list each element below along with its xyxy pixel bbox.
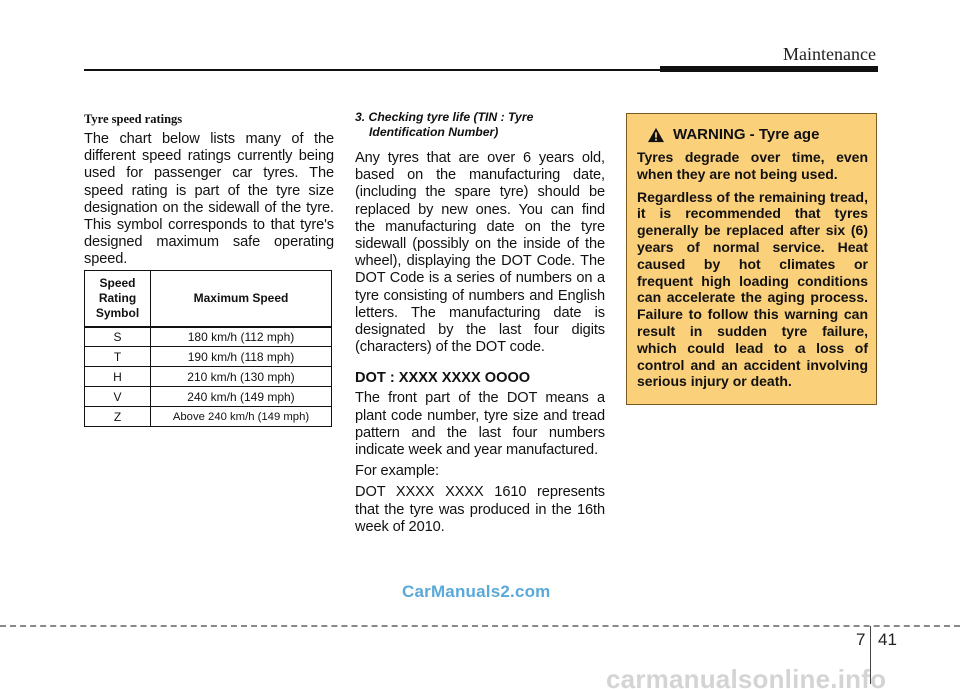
cell-symbol: T — [85, 347, 151, 367]
cell-symbol: Z — [85, 407, 151, 427]
table-row — [85, 327, 332, 347]
col-header-symbol-line1: Speed — [99, 275, 136, 290]
header-rule-accent — [660, 66, 878, 72]
tin-paragraph-3: For example: — [355, 463, 439, 480]
col-header-symbol-line3: Symbol — [95, 305, 140, 320]
table-header-row — [85, 271, 332, 327]
warning-title: WARNING - Tyre age — [673, 126, 820, 143]
warning-header — [647, 126, 868, 143]
header-rule — [84, 69, 664, 71]
site-watermark-link[interactable]: CarManuals2.com — [402, 582, 551, 601]
warning-text-2: Regardless of the remaining tread, it is recommended that tyres generally be replaced after six (6) years of normal service. Heat caused by hot climates or frequent high loading conditions can accelerate the aging process. Failure to follow this warning can result in sudden tyre failure, which could lead to a loss of control and an accident involving serious injury or death. — [637, 188, 868, 390]
warning-triangle-icon — [647, 127, 665, 143]
cell-speed: 240 km/h (149 mph) — [151, 387, 332, 407]
table-row — [85, 347, 332, 367]
tin-paragraph-1: Any tyres that are over 6 years old, based on the manufacturing date, (including the spare tyre) should be replaced by new ones. You can find the manufacturing date on the tyre sidewall (possibly on the inside of the wheel), displaying the DOT Code. The DOT Code is a series of numbers on a tyre consisting of numbers and English letters. The manufacturing date is designated by the last four digits (characters) of the DOT code. — [355, 150, 605, 356]
table-row — [85, 367, 332, 387]
col-header-symbol — [85, 271, 151, 327]
bottom-site-watermark: carmanualsonline.info — [606, 664, 887, 689]
tin-paragraph-4: DOT XXXX XXXX 1610 represents that the tyre was produced in the 16th week of 2010. — [355, 484, 605, 535]
tin-heading-line2: Identification Number) — [369, 125, 499, 139]
cell-speed: 210 km/h (130 mph) — [151, 367, 332, 387]
col-header-symbol-line2: Rating — [98, 290, 137, 305]
cell-speed: 190 km/h (118 mph) — [151, 347, 332, 367]
tin-paragraph-2: The front part of the DOT means a plant code number, tyre size and tread pattern and the last four numbers indicate week and year manufactured. — [355, 390, 605, 459]
left-column — [84, 112, 334, 269]
footer-rule — [0, 625, 960, 627]
table-row — [85, 407, 332, 427]
cell-symbol: V — [85, 387, 151, 407]
tin-heading — [355, 110, 605, 140]
chapter-number: 7 — [856, 630, 866, 649]
cell-symbol: S — [85, 327, 151, 347]
speed-ratings-heading: Tyre speed ratings — [84, 112, 183, 126]
table-row — [85, 387, 332, 407]
dot-code-format: DOT : XXXX XXXX OOOO — [355, 370, 531, 387]
cell-symbol: H — [85, 367, 151, 387]
page-number: 41 — [878, 630, 897, 649]
section-title: Maintenance — [783, 44, 876, 64]
speed-rating-table — [84, 270, 332, 427]
col-header-speed: Maximum Speed — [151, 271, 332, 327]
cell-speed: 180 km/h (112 mph) — [151, 327, 332, 347]
cell-speed: Above 240 km/h (149 mph) — [151, 407, 332, 427]
warning-text-1: Tyres degrade over time, even when they are not being used. — [637, 149, 868, 182]
warning-box — [626, 113, 877, 405]
middle-column — [355, 110, 605, 536]
speed-ratings-paragraph: The chart below lists many of the different speed ratings currently being used for passenger car tyres. The speed rating is part of the tyre size designation on the sidewall of the tyre. This symbol corresponds to that tyre's designed maximum safe operating speed. — [84, 131, 334, 268]
tin-heading-line1: 3. Checking tyre life (TIN : Tyre — [355, 110, 534, 124]
